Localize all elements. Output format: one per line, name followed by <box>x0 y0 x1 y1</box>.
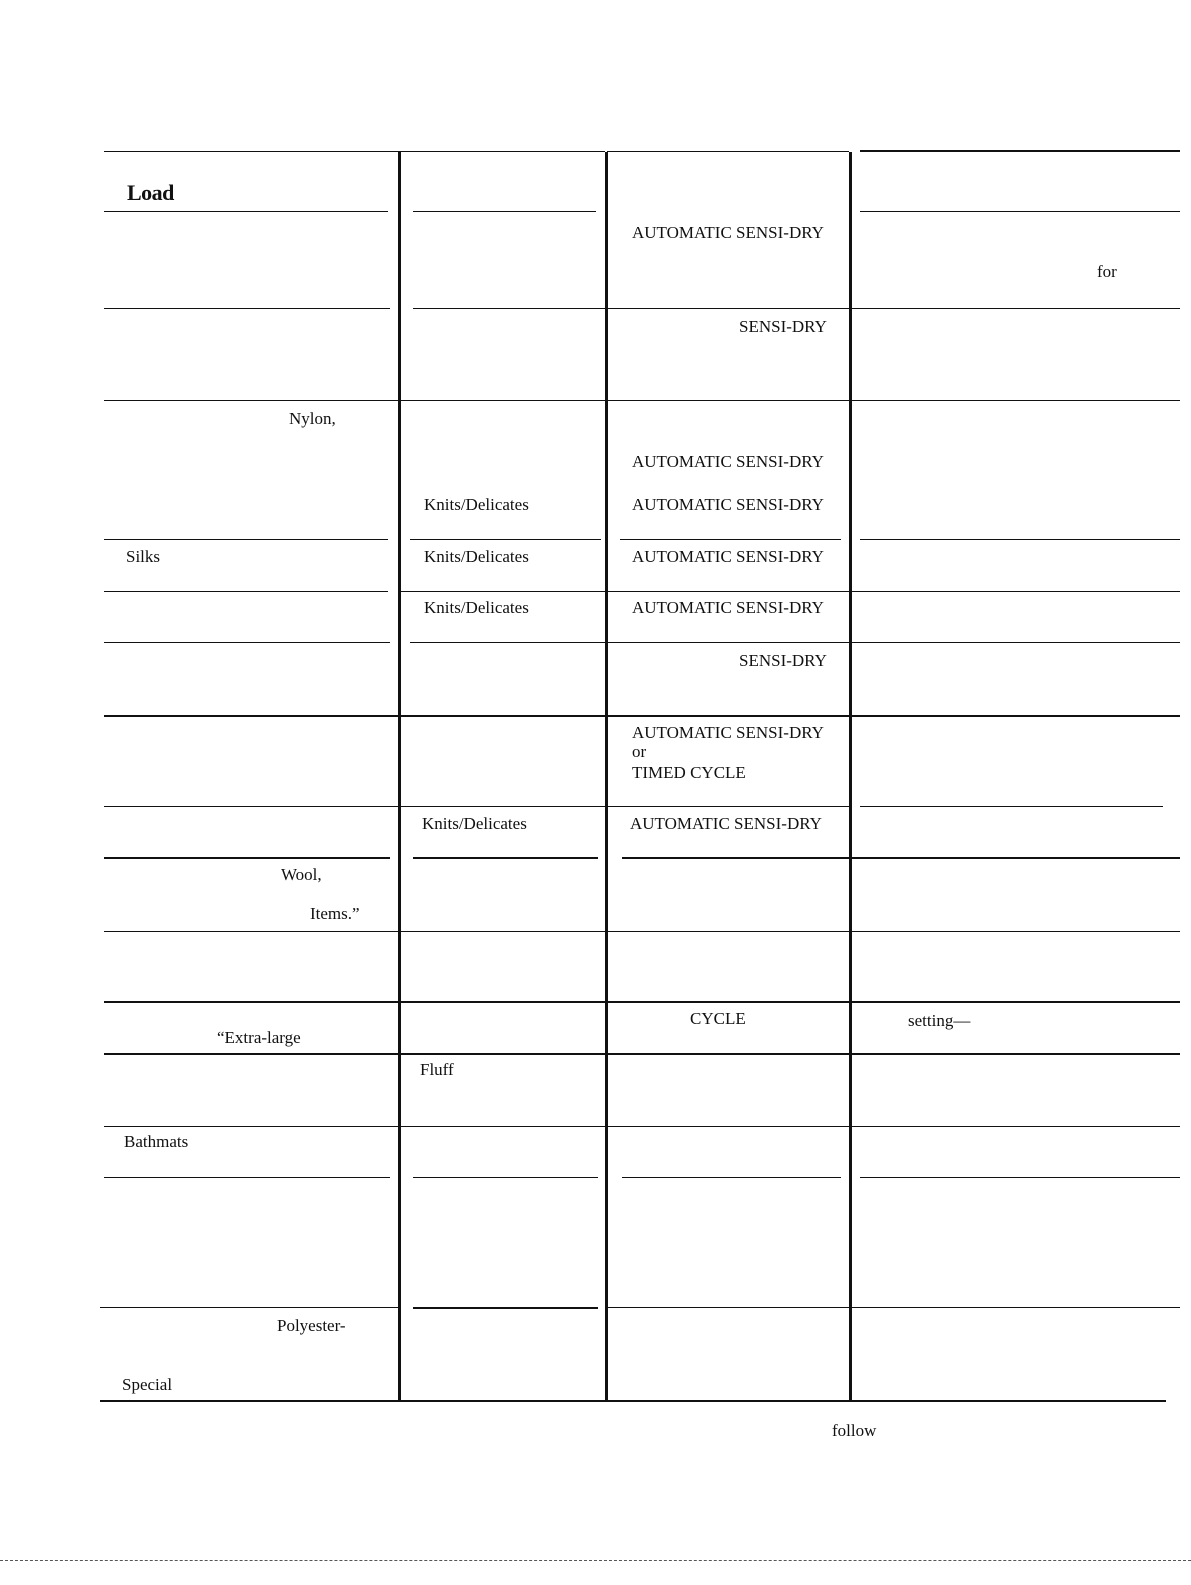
cycle-setting: CYCLE <box>690 1009 746 1028</box>
row-rule <box>413 857 598 859</box>
row-rule <box>104 642 390 643</box>
dryer-setting: Knits/Delicates <box>424 598 529 617</box>
page-edge-line <box>0 1560 1191 1561</box>
footer-note: follow <box>832 1421 877 1440</box>
column-divider-3 <box>849 152 852 1400</box>
cycle-setting: SENSI-DRY <box>739 651 827 670</box>
cycle-setting: AUTOMATIC SENSI-DRY <box>632 547 824 566</box>
row-rule <box>104 400 1180 401</box>
row-rule <box>104 539 388 540</box>
cycle-setting: AUTOMATIC SENSI-DRY <box>632 495 824 514</box>
row-rule <box>860 806 1163 807</box>
dryer-setting: Knits/Delicates <box>422 814 527 833</box>
row-rule <box>400 591 1180 592</box>
row-rule <box>104 308 390 309</box>
cycle-setting: SENSI-DRY <box>739 317 827 336</box>
row-rule <box>104 1053 1180 1055</box>
row-rule <box>410 539 601 540</box>
row-rule <box>622 1177 841 1178</box>
dryer-setting: Knits/Delicates <box>424 547 529 566</box>
row-rule <box>104 591 388 592</box>
header-rule <box>104 211 388 212</box>
cycle-setting: AUTOMATIC SENSI-DRY <box>632 723 824 742</box>
row-rule <box>607 308 1180 309</box>
dryer-setting: Fluff <box>420 1060 454 1079</box>
cycle-setting: AUTOMATIC SENSI-DRY <box>632 223 824 242</box>
fabric-name: Wool, <box>281 865 322 884</box>
row-rule <box>104 857 390 859</box>
row-rule <box>413 308 605 309</box>
row-rule <box>620 539 841 540</box>
fabric-name: “Extra-large <box>217 1028 301 1047</box>
fabric-name: Items.” <box>310 904 360 923</box>
fabric-name: Polyester- <box>277 1316 346 1335</box>
cycle-setting: AUTOMATIC SENSI-DRY <box>630 814 822 833</box>
row-rule <box>104 806 849 807</box>
cycle-setting: AUTOMATIC SENSI-DRY <box>632 598 824 617</box>
row-rule <box>860 1177 1180 1178</box>
table-top-rule <box>860 150 1180 152</box>
header-rule <box>860 211 1180 212</box>
row-rule <box>413 1307 598 1309</box>
fabric-name: Bathmats <box>124 1132 189 1151</box>
table-top-rule <box>104 151 400 152</box>
cycle-setting: AUTOMATIC SENSI-DRY <box>632 452 824 471</box>
column-divider-1 <box>398 152 401 1400</box>
row-rule <box>413 1177 598 1178</box>
table-top-rule <box>400 151 605 152</box>
column-divider-2 <box>605 152 608 1400</box>
note-text: setting— <box>908 1011 971 1030</box>
note-text: for <box>1097 262 1117 281</box>
fabric-name: Silks <box>126 547 161 566</box>
row-rule <box>607 1307 1180 1308</box>
row-rule <box>104 1126 1180 1127</box>
header-rule <box>413 211 596 212</box>
row-rule <box>104 1177 390 1178</box>
row-rule <box>104 931 1180 932</box>
table-bottom-rule <box>100 1400 1166 1402</box>
row-rule <box>860 539 1180 540</box>
load-column-header: Load <box>127 180 174 205</box>
row-rule <box>104 1001 1180 1003</box>
row-rule <box>100 1307 400 1308</box>
row-rule <box>622 857 1180 859</box>
cycle-setting-or: or <box>632 742 647 761</box>
dryer-setting: Knits/Delicates <box>424 495 529 514</box>
fabric-name: Special <box>122 1375 173 1394</box>
row-rule <box>410 642 1180 643</box>
cycle-setting: TIMED CYCLE <box>632 763 746 782</box>
fabric-name: Nylon, <box>289 409 336 428</box>
row-rule <box>104 715 1180 717</box>
table-top-rule <box>607 151 849 152</box>
